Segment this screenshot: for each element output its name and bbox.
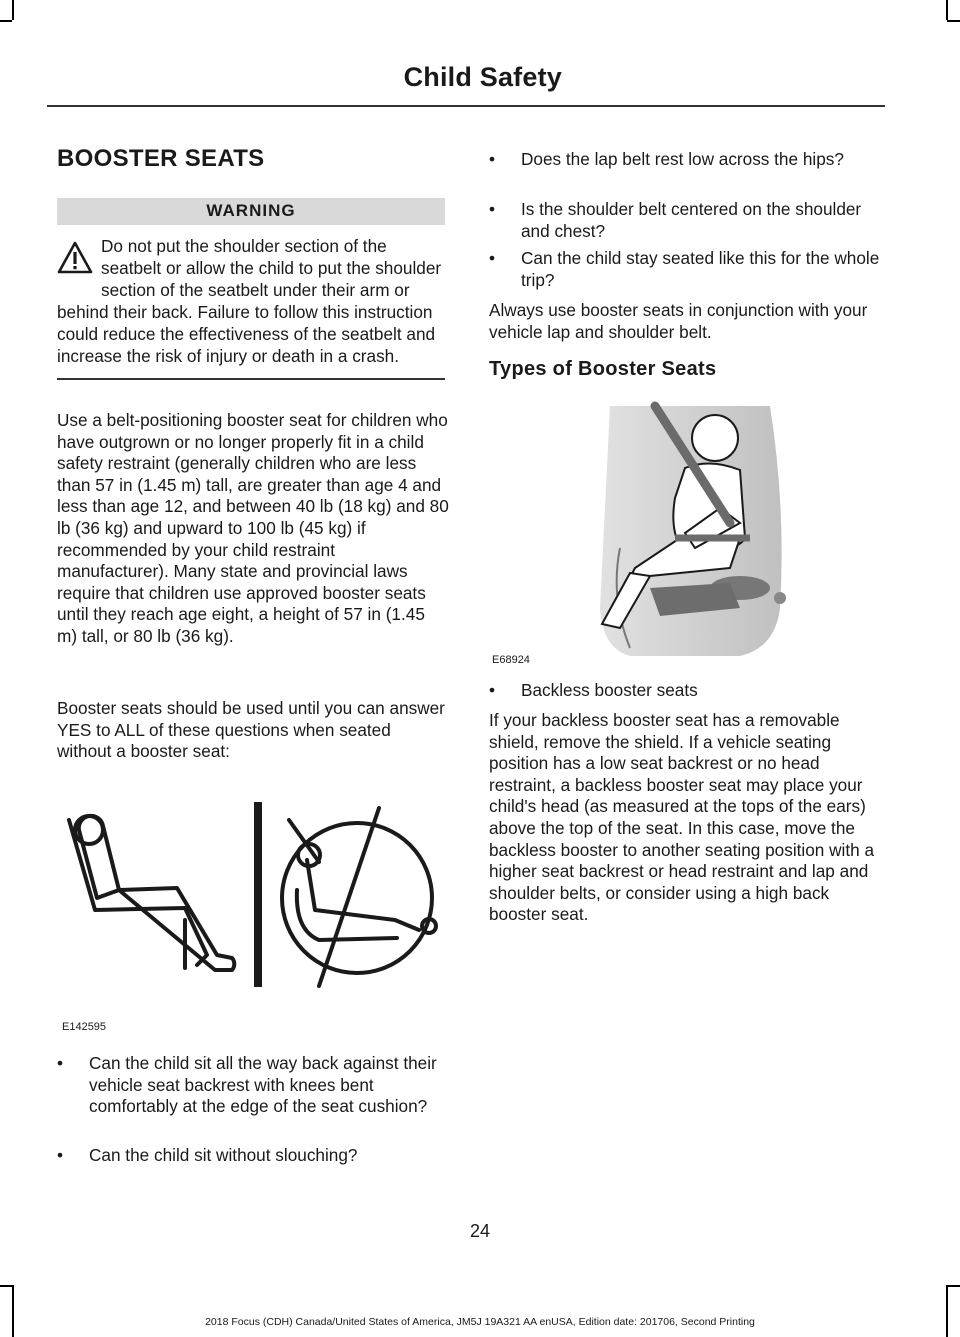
seating-position-illustration [57, 790, 447, 1035]
crop-mark [12, 0, 14, 20]
warning-body [57, 235, 445, 367]
backless-paragraph: If your backless booster seat has a removable shield, remove the shield. If a vehicle seating position has a low seat backrest or no head restraint, a backless booster seat may place your child's head (as measured at the tops of the ears) above the top of the seat. In this case, move the backless booster to another seating position with a higher seat backrest or head restraint and lap and shoulder belts, or consider using a high back booster seat. [489, 710, 875, 925]
list-item-text: Can the child sit without slouching? [89, 1145, 358, 1165]
list-item-text: Backless booster seats [521, 680, 698, 700]
list-item-text: Does the lap belt rest low across the hips? [521, 149, 844, 169]
page-number: 24 [469, 1221, 491, 1241]
divider-bar [254, 802, 262, 987]
backless-booster-illustration [590, 398, 790, 660]
footer-text: 2018 Focus (CDH) Canada/United States of America, JM5J 19A321 AA enUSA, Edition date: 201706, Second Printing [205, 1316, 755, 1328]
incorrect-seating-figure [282, 808, 436, 986]
list-item [57, 1053, 449, 1118]
list-item [489, 248, 881, 291]
warning-label: WARNING [57, 198, 445, 225]
page-header-title: Child Safety [403, 62, 562, 92]
crop-mark [946, 1285, 948, 1337]
bullet-dot: • [57, 1145, 64, 1165]
warning-rule [57, 378, 445, 380]
list-item [489, 199, 881, 242]
list-item [489, 149, 881, 171]
subheading-types: Types of Booster Seats [489, 358, 717, 380]
crop-mark [947, 20, 960, 22]
list-item-text: Is the shoulder belt centered on the shoulder and chest? [521, 199, 862, 241]
crop-mark [947, 1285, 960, 1287]
crop-mark [0, 1285, 12, 1287]
section-title: BOOSTER SEATS [57, 145, 265, 172]
list-item [489, 680, 881, 702]
conjunction-paragraph: Always use booster seats in conjunction with your vehicle lap and shoulder belt. [489, 300, 868, 342]
intro-paragraph: Use a belt-positioning booster seat for children who have outgrown or no longer properly fit in a child safety restraint (generally children who are less than 57 in (1.45 m) tall, are greater than age 4 and less than age 12, and between 40 lb (18 kg) and 80 lb (36 kg) and upward to 100 lb (45 kg) if recommended by your child restraint manufacturer). Many state and provincial laws require that children use approved booster seats until they reach age eight, a height of 57 in (1.45 m) tall, or 80 lb (36 kg). [57, 410, 449, 646]
figure-label: E142595 [62, 1021, 107, 1033]
list-item [57, 1145, 449, 1167]
bullet-dot: • [489, 248, 496, 268]
bullet-dot: • [489, 199, 496, 219]
list-item-text: Can the child sit all the way back against their vehicle seat backrest with knees bent comfortably at the edge of the seat cushion? [89, 1053, 437, 1117]
bullet-dot: • [57, 1053, 64, 1073]
list-item-text: Can the child stay seated like this for the whole trip? [521, 248, 880, 290]
questions-intro-paragraph: Booster seats should be used until you can answer YES to ALL of these questions when seated without a booster seat: [57, 698, 445, 762]
figure-label: E68924 [492, 654, 530, 666]
warning-triangle-icon [57, 240, 93, 276]
bullet-dot: • [489, 680, 496, 700]
correct-seating-figure [69, 816, 234, 970]
header-rule [47, 105, 885, 107]
warning-text: Do not put the shoulder section of the seatbelt or allow the child to put the shoulder section of the seatbelt under their arm or behind their back. Failure to follow this instruction could reduce the effectiveness of the seatbelt and increase the risk of injury or death in a crash. [57, 236, 442, 366]
bullet-dot: • [489, 149, 496, 169]
crop-mark [0, 20, 12, 22]
crop-mark [12, 1285, 14, 1337]
warning-box [57, 198, 445, 380]
crop-mark [946, 0, 948, 20]
